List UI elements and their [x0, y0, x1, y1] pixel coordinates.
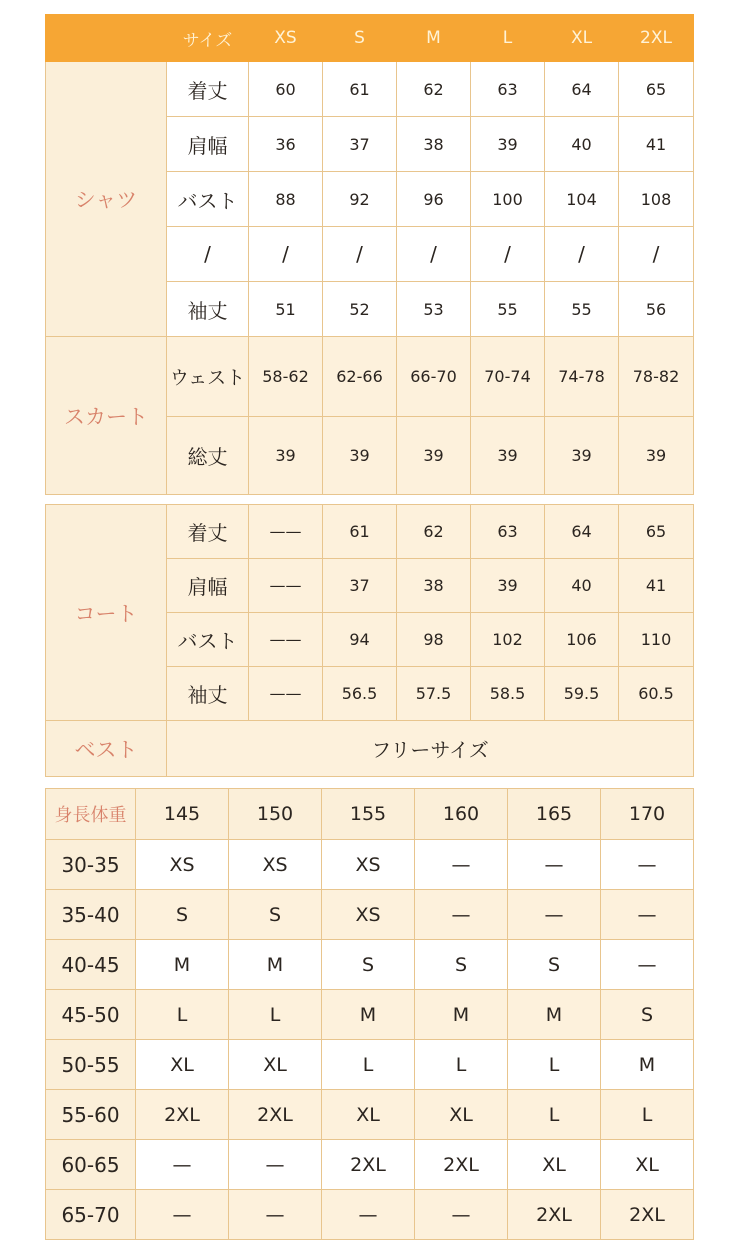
cell: 39 — [619, 417, 694, 495]
cell: 39 — [323, 417, 397, 495]
guide-row — [46, 890, 694, 940]
cell: — — [415, 840, 508, 890]
cell: 38 — [397, 559, 471, 613]
row-label: 総丈 — [167, 417, 249, 495]
vest-value: フリーサイズ — [167, 721, 694, 777]
cell: —— — [249, 559, 323, 613]
skirt-label: スカート — [46, 337, 167, 495]
row-label: 肩幅 — [167, 559, 249, 613]
cell: S — [601, 990, 694, 1040]
cell: 37 — [323, 559, 397, 613]
cell: XL — [322, 1090, 415, 1140]
cell: 53 — [397, 282, 471, 337]
cell: 2XL — [415, 1140, 508, 1190]
cell: 65 — [619, 62, 694, 117]
cell: / — [619, 227, 694, 282]
guide-row — [46, 1040, 694, 1090]
cell: 39 — [545, 417, 619, 495]
cell: 65 — [619, 505, 694, 559]
cell: 39 — [249, 417, 323, 495]
guide-row — [46, 940, 694, 990]
cell: 61 — [323, 505, 397, 559]
cell: XL — [508, 1140, 601, 1190]
cell: 60 — [249, 62, 323, 117]
cell: — — [601, 840, 694, 890]
row-label: / — [167, 227, 249, 282]
cell: L — [508, 1090, 601, 1140]
size-table — [45, 14, 694, 495]
cell: 39 — [471, 559, 545, 613]
weight-label: 45-50 — [46, 990, 136, 1040]
cell: / — [397, 227, 471, 282]
cell: 52 — [323, 282, 397, 337]
weight-label: 55-60 — [46, 1090, 136, 1140]
cell: 88 — [249, 172, 323, 227]
cell: 110 — [619, 613, 694, 667]
cell: 78-82 — [619, 337, 694, 417]
cell: 66-70 — [397, 337, 471, 417]
cell: L — [229, 990, 322, 1040]
cell: — — [415, 890, 508, 940]
cell: XL — [136, 1040, 229, 1090]
cell: / — [471, 227, 545, 282]
cell: XS — [136, 840, 229, 890]
header-s: S — [323, 15, 397, 62]
cell: 96 — [397, 172, 471, 227]
cell: 57.5 — [397, 667, 471, 721]
guide-row — [46, 1090, 694, 1140]
cell: 41 — [619, 117, 694, 172]
cell: 38 — [397, 117, 471, 172]
cell: 70-74 — [471, 337, 545, 417]
weight-label: 50-55 — [46, 1040, 136, 1090]
coat-table — [45, 504, 694, 777]
cell: M — [136, 940, 229, 990]
cell: M — [601, 1040, 694, 1090]
height-header: 165 — [508, 789, 601, 840]
cell: / — [323, 227, 397, 282]
cell: 102 — [471, 613, 545, 667]
shirt-row — [46, 62, 694, 117]
cell: M — [322, 990, 415, 1040]
weight-label: 60-65 — [46, 1140, 136, 1190]
header-xl: XL — [545, 15, 619, 62]
coat-label: コート — [46, 505, 167, 721]
cell: S — [322, 940, 415, 990]
cell: — — [136, 1190, 229, 1240]
cell: 108 — [619, 172, 694, 227]
cell: — — [322, 1190, 415, 1240]
cell: L — [322, 1040, 415, 1090]
row-label: バスト — [167, 613, 249, 667]
cell: S — [415, 940, 508, 990]
cell: 2XL — [136, 1090, 229, 1140]
cell: 39 — [471, 417, 545, 495]
cell: 106 — [545, 613, 619, 667]
guide-row — [46, 1140, 694, 1190]
cell: 2XL — [322, 1140, 415, 1190]
weight-label: 35-40 — [46, 890, 136, 940]
row-label: ウェスト — [167, 337, 249, 417]
size-guide-table — [45, 788, 694, 1240]
cell: 2XL — [229, 1090, 322, 1140]
cell: —— — [249, 667, 323, 721]
guide-row — [46, 840, 694, 890]
cell: XS — [229, 840, 322, 890]
cell: 60.5 — [619, 667, 694, 721]
cell: S — [136, 890, 229, 940]
cell: 98 — [397, 613, 471, 667]
cell: L — [508, 1040, 601, 1090]
vest-row — [46, 721, 694, 777]
height-header: 170 — [601, 789, 694, 840]
cell: 100 — [471, 172, 545, 227]
cell: 104 — [545, 172, 619, 227]
weight-label: 30-35 — [46, 840, 136, 890]
guide-corner: 身長体重 — [46, 789, 136, 840]
header-m: M — [397, 15, 471, 62]
cell: 63 — [471, 505, 545, 559]
cell: 51 — [249, 282, 323, 337]
cell: 62 — [397, 505, 471, 559]
row-label: 肩幅 — [167, 117, 249, 172]
cell: M — [508, 990, 601, 1040]
size-header-row — [46, 15, 694, 62]
cell: 39 — [471, 117, 545, 172]
cell: M — [415, 990, 508, 1040]
cell: 58-62 — [249, 337, 323, 417]
cell: 56.5 — [323, 667, 397, 721]
height-header: 155 — [322, 789, 415, 840]
header-l: L — [471, 15, 545, 62]
cell: 37 — [323, 117, 397, 172]
row-label: 袖丈 — [167, 282, 249, 337]
cell: L — [136, 990, 229, 1040]
row-label: 着丈 — [167, 62, 249, 117]
skirt-row — [46, 337, 694, 417]
cell: 2XL — [508, 1190, 601, 1240]
cell: — — [601, 940, 694, 990]
cell: 94 — [323, 613, 397, 667]
vest-label: ベスト — [46, 721, 167, 777]
cell: 64 — [545, 505, 619, 559]
cell: 62-66 — [323, 337, 397, 417]
cell: 74-78 — [545, 337, 619, 417]
cell: —— — [249, 505, 323, 559]
cell: L — [601, 1090, 694, 1140]
cell: 2XL — [601, 1190, 694, 1240]
cell: XL — [415, 1090, 508, 1140]
weight-label: 40-45 — [46, 940, 136, 990]
cell: XS — [322, 890, 415, 940]
header-2xl: 2XL — [619, 15, 694, 62]
cell: — — [601, 890, 694, 940]
cell: — — [229, 1140, 322, 1190]
cell: — — [415, 1190, 508, 1240]
shirt-label: シャツ — [46, 62, 167, 337]
cell: 55 — [471, 282, 545, 337]
height-header: 145 — [136, 789, 229, 840]
row-label: バスト — [167, 172, 249, 227]
cell: 64 — [545, 62, 619, 117]
cell: 41 — [619, 559, 694, 613]
cell: 40 — [545, 559, 619, 613]
cell: 61 — [323, 62, 397, 117]
row-label: 袖丈 — [167, 667, 249, 721]
cell: 36 — [249, 117, 323, 172]
header-xs: XS — [249, 15, 323, 62]
cell: XL — [601, 1140, 694, 1190]
cell: — — [229, 1190, 322, 1240]
cell: 55 — [545, 282, 619, 337]
row-label: 着丈 — [167, 505, 249, 559]
cell: 58.5 — [471, 667, 545, 721]
cell: S — [508, 940, 601, 990]
height-header: 150 — [229, 789, 322, 840]
cell: 40 — [545, 117, 619, 172]
weight-label: 65-70 — [46, 1190, 136, 1240]
cell: S — [229, 890, 322, 940]
guide-row — [46, 1190, 694, 1240]
cell: M — [229, 940, 322, 990]
cell: —— — [249, 613, 323, 667]
cell: — — [508, 840, 601, 890]
cell: 63 — [471, 62, 545, 117]
guide-row — [46, 990, 694, 1040]
cell: 39 — [397, 417, 471, 495]
cell: 62 — [397, 62, 471, 117]
height-header: 160 — [415, 789, 508, 840]
cell: XS — [322, 840, 415, 890]
header-blank — [46, 15, 167, 62]
header-size: サイズ — [167, 15, 249, 62]
cell: L — [415, 1040, 508, 1090]
cell: 59.5 — [545, 667, 619, 721]
cell: 92 — [323, 172, 397, 227]
guide-header-row — [46, 789, 694, 840]
cell: — — [508, 890, 601, 940]
cell: XL — [229, 1040, 322, 1090]
cell: / — [545, 227, 619, 282]
cell: — — [136, 1140, 229, 1190]
cell: / — [249, 227, 323, 282]
cell: 56 — [619, 282, 694, 337]
coat-row — [46, 505, 694, 559]
